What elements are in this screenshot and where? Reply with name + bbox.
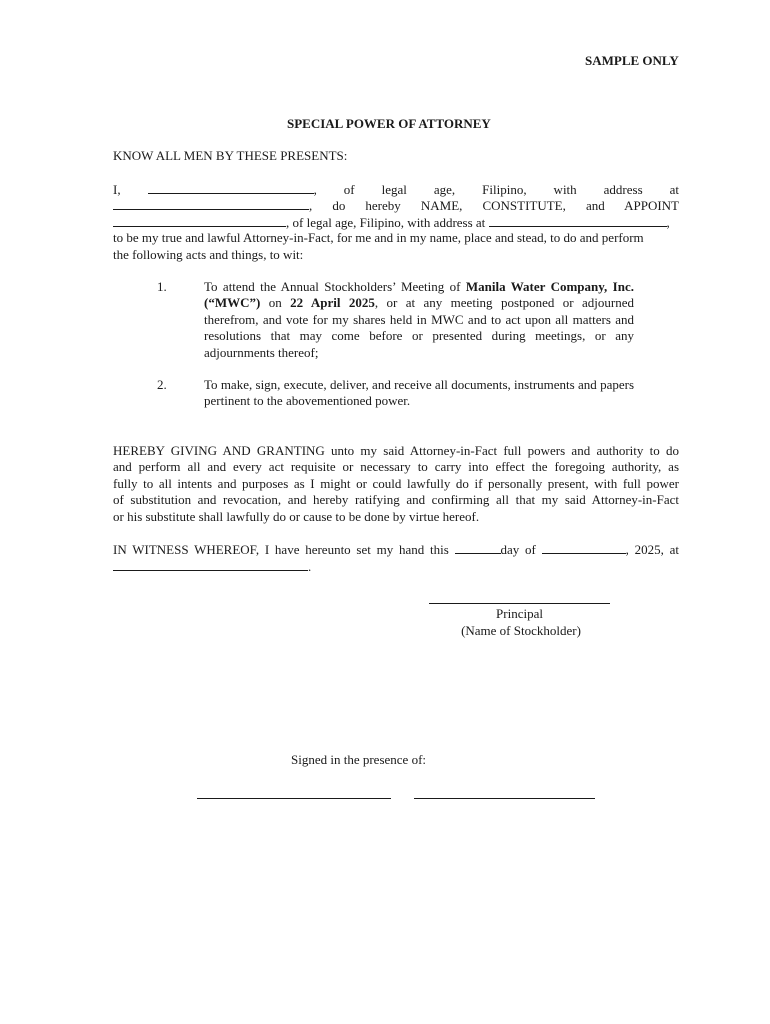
witness-day: day of [500,542,542,557]
company-name: Manila Water Company, Inc. (“MWC”) [204,279,634,311]
intro-i: I, [113,182,121,197]
granting-line-1: HEREBY GIVING AND GRANTING unto my said Attorney-in-Fact full powers and authority to do [113,443,679,458]
attorney-name-blank [113,214,286,227]
intro-line-4: to be my true and lawful Attorney-in-Fact, for me and in my name, place and stead, to do and perform [113,230,644,245]
witness-1-signature-line [197,798,391,799]
witness-line-1 [113,541,679,559]
salutation: KNOW ALL MEN BY THESE PRESENTS: [113,148,348,163]
item-1-number: 1. [157,279,167,294]
place-blank [113,558,308,571]
granting-line-5: or his substitute shall lawfully do or cause to be done by virtue hereof. [113,509,480,524]
principal-name-label: (Name of Stockholder) [461,623,581,638]
granting-line-3: fully to all intents and purposes as I might or could lawfully do if personally present, with full power [113,476,679,491]
intro-line-1 [113,181,679,199]
item-2-number: 2. [157,377,167,392]
witness-year: , 2025, at [625,542,679,557]
item-1-text [204,279,634,361]
item-1-text-c: , or at any meeting postponed or adjourned therefrom, and vote for my shares held in MWC and to act upon all matters and resolutions that may come before or presented during meetings, or any adjournments thereof; [204,295,635,360]
day-blank [455,541,501,554]
intro-comma: , [666,215,670,230]
witness-2-signature-line [414,798,595,799]
intro-line-2 [113,197,679,215]
item-1-text-a: To attend the Annual Stockholders’ Meeting of [204,279,466,294]
intro-appoint: , do hereby NAME, CONSTITUTE, and APPOINT [309,198,679,213]
sample-only-stamp: SAMPLE ONLY [585,53,679,68]
witness-prefix: IN WITNESS WHEREOF, I have hereunto set my hand this [113,542,455,557]
granting-line-4: of substitution and revocation, and hereby ratifying and confirming all that my said Attorney-in-Fact [113,492,679,507]
principal-name-blank [148,181,314,194]
intro-line-3 [113,214,670,231]
witness-line-2 [113,558,311,575]
granting-line-2: and perform all and every act requisite or necessary to carry into effect the foregoing authority, as [113,459,679,474]
witness-end: . [308,559,312,574]
document-title: SPECIAL POWER OF ATTORNEY [287,116,491,131]
signed-presence-label: Signed in the presence of: [291,752,427,767]
meeting-date: 22 April 2025 [290,295,375,311]
month-blank [542,541,626,554]
principal-signature-line [429,603,610,604]
attorney-address-blank [489,214,667,227]
item-1-text-b: on [260,295,291,311]
intro-attorney-prefix: , of legal age, Filipino, with address at [286,215,486,230]
intro-line-5: the following acts and things, to wit: [113,247,304,262]
principal-label: Principal [496,606,543,621]
principal-address-blank [113,197,309,210]
item-2-text: To make, sign, execute, deliver, and receive all documents, instruments and papers pertinent to the abovementioned power. [204,377,634,409]
intro-legal: , of legal age, Filipino, with address at [313,182,679,197]
